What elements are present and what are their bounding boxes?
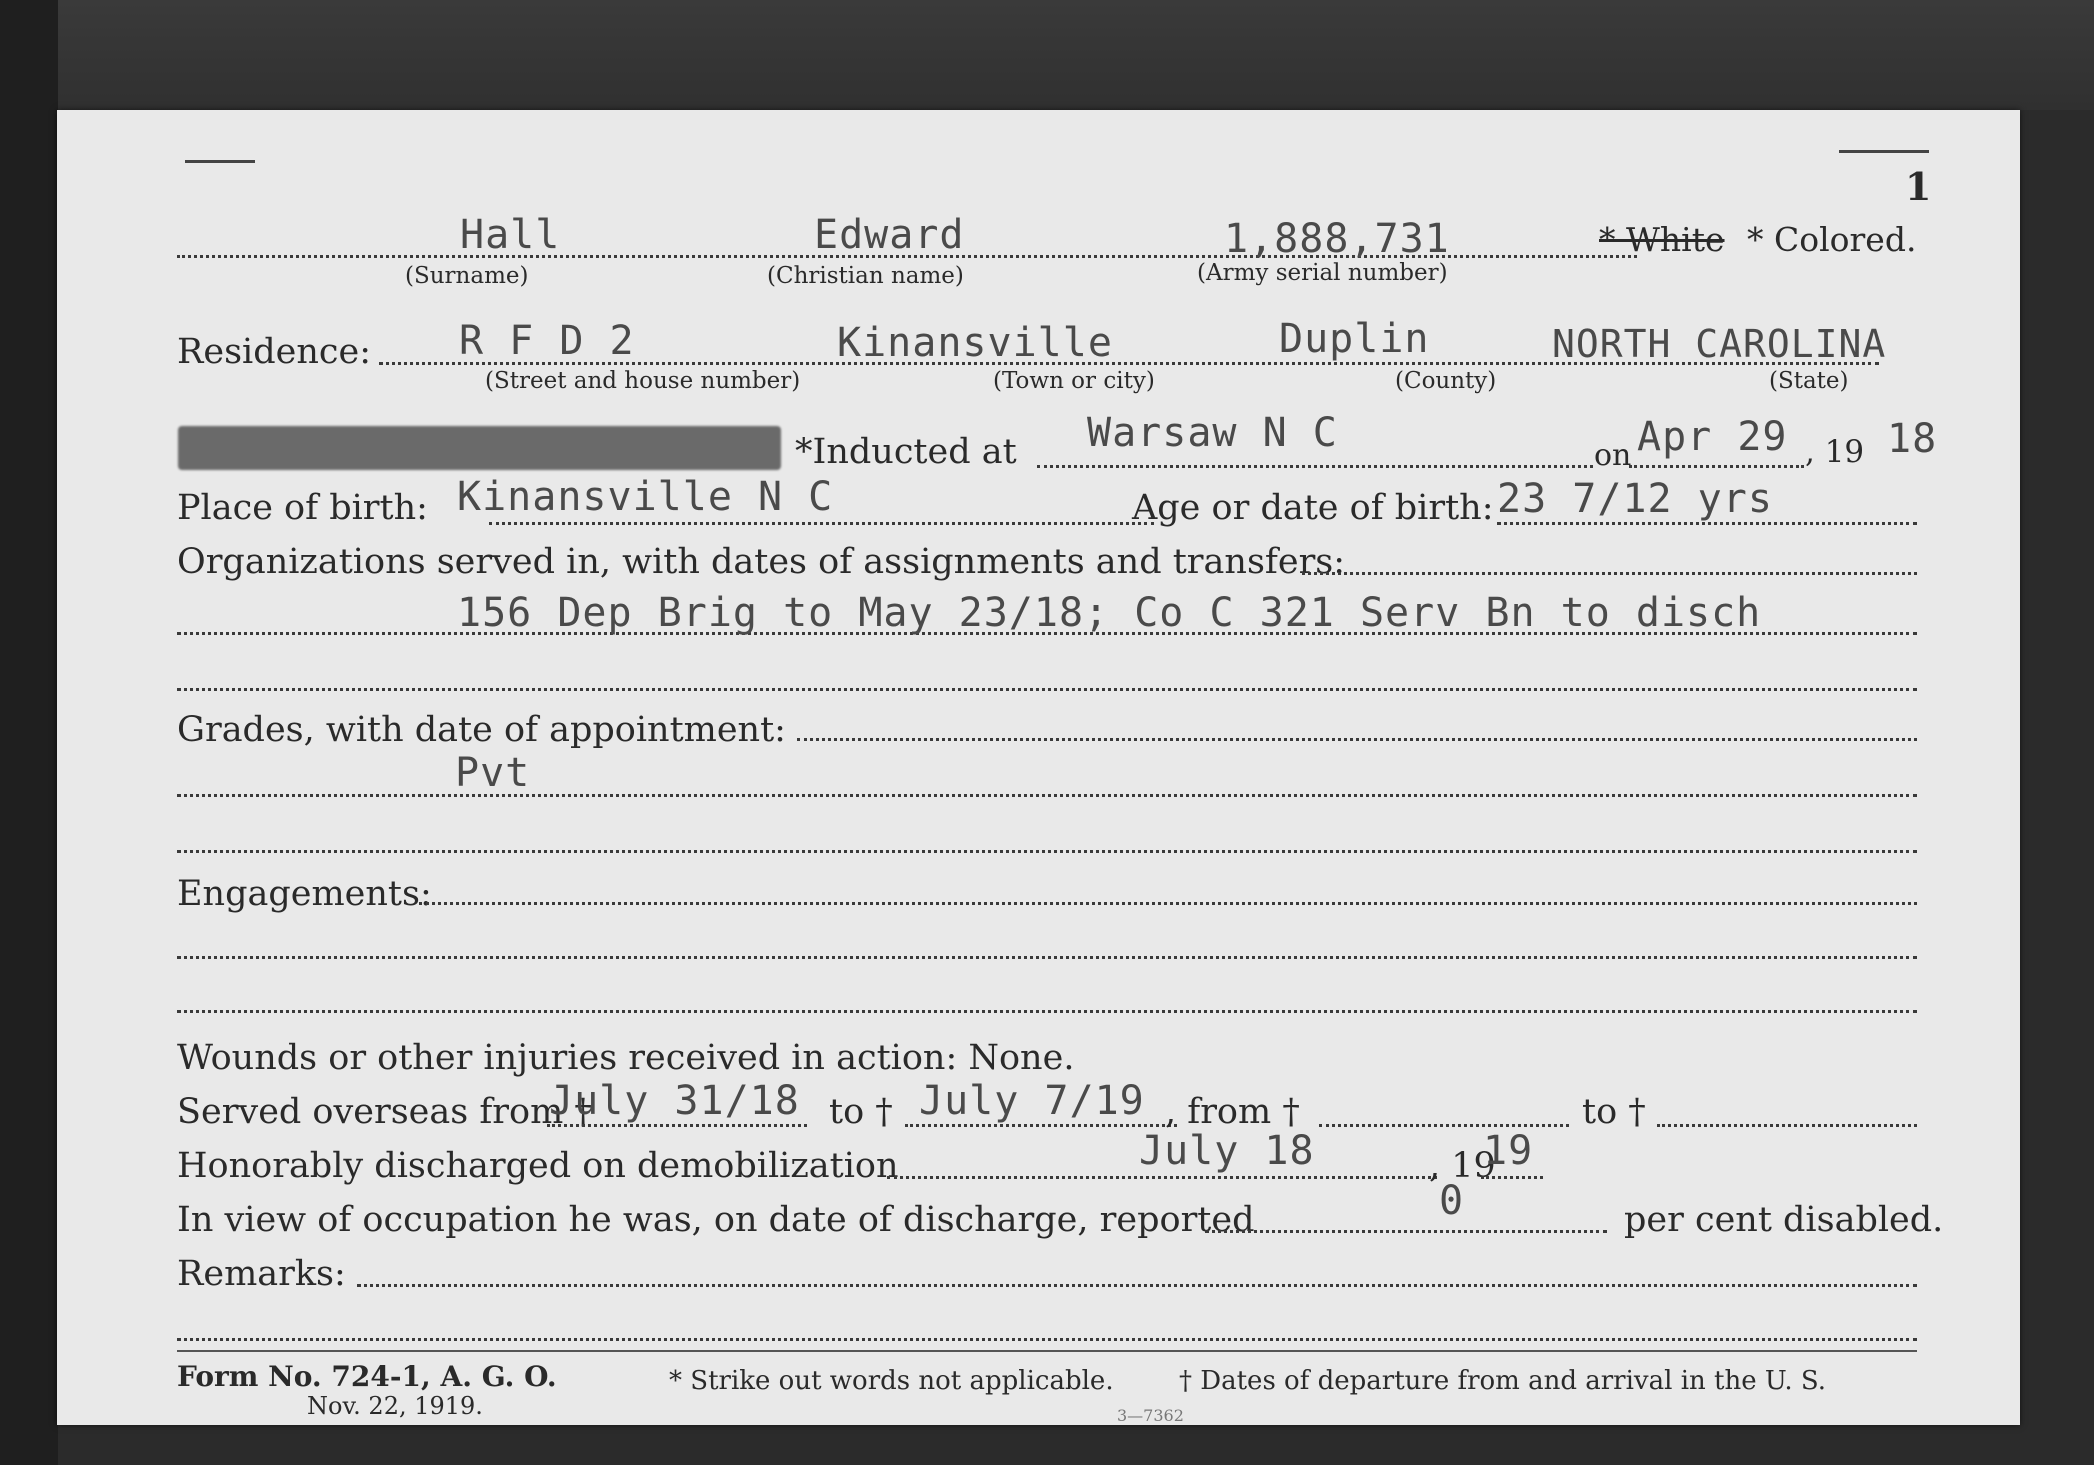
wounds-label: Wounds or other injuries received in action: None. <box>177 1038 1075 1078</box>
remarks-line-2 <box>177 1338 1917 1341</box>
page-number: 1 <box>1905 164 1932 209</box>
discharged-line <box>887 1176 1437 1179</box>
birth-label: Place of birth: <box>177 488 428 528</box>
overseas-to-line <box>905 1124 1177 1127</box>
label-street: (Street and house number) <box>485 368 801 394</box>
overseas-to-value: July 7/19 <box>919 1078 1145 1124</box>
top-left-rule <box>185 160 255 163</box>
footnote-dates: † Dates of departure from and arrival in the U. S. <box>1179 1366 1827 1396</box>
from2-label: , from † <box>1165 1092 1300 1132</box>
overseas-from-line <box>547 1124 807 1127</box>
grades-value: Pvt <box>455 750 531 796</box>
footnote-strike: * Strike out words not applicable. <box>669 1366 1114 1396</box>
disabled-label: per cent disabled. <box>1624 1200 1944 1240</box>
background-left <box>0 0 58 1465</box>
state-value: NORTH CAROLINA <box>1552 322 1887 366</box>
inducted-year-value: 18 <box>1887 416 1938 462</box>
discharged-year-value: 19 <box>1483 1128 1534 1174</box>
inducted-label: *Inducted at <box>795 432 1017 472</box>
disabled-line <box>1205 1230 1607 1233</box>
engagements-label: Engagements: <box>177 874 432 914</box>
discharged-label: Honorably discharged on demobilization <box>177 1146 899 1186</box>
engagements-line-1 <box>419 902 1917 905</box>
orgs-line-3 <box>177 688 1917 691</box>
birth-line <box>489 522 1154 525</box>
grades-line-1 <box>797 738 1917 741</box>
engagements-line-2 <box>177 956 1917 959</box>
inducted-year-prefix: , 19 <box>1805 434 1865 470</box>
stamp-number: 3—7362 <box>1117 1406 1184 1425</box>
birth-place-value: Kinansville N C <box>457 474 834 520</box>
serial-number-value: 1,888,731 <box>1224 216 1450 262</box>
grades-line-2 <box>177 794 1917 797</box>
age-line <box>1497 522 1917 525</box>
discharged-year-line <box>1481 1176 1543 1179</box>
label-town: (Town or city) <box>993 368 1155 394</box>
age-label: Age or date of birth: <box>1132 488 1494 528</box>
orgs-line-1 <box>1302 572 1917 575</box>
to2-line <box>1657 1124 1917 1127</box>
orgs-label: Organizations served in, with dates of assignments and transfers: <box>177 542 1346 582</box>
engagements-line-3 <box>177 1010 1917 1013</box>
inducted-date-value: Apr 29 <box>1637 414 1788 460</box>
inducted-date-line <box>1629 465 1804 468</box>
inducted-line <box>1037 465 1593 468</box>
occupation-label: In view of occupation he was, on date of discharge, reported <box>177 1200 1255 1240</box>
town-value: Kinansville <box>837 320 1113 366</box>
to2-label: to † <box>1582 1092 1646 1132</box>
race-colored: * Colored. <box>1747 220 1917 259</box>
background-top <box>0 0 2094 110</box>
street-value: R F D 2 <box>459 318 635 364</box>
grades-line-3 <box>177 850 1917 853</box>
on-label: on <box>1594 438 1632 473</box>
form-date: Nov. 22, 1919. <box>307 1392 483 1420</box>
inducted-at-value: Warsaw N C <box>1087 410 1338 456</box>
form-number: Form No. 724-1, A. G. O. <box>177 1360 557 1393</box>
label-surname: (Surname) <box>405 263 529 289</box>
remarks-label: Remarks: <box>177 1254 346 1294</box>
discharged-year-prefix: , 19 <box>1429 1146 1496 1186</box>
overseas-from-value: July 31/18 <box>549 1078 800 1124</box>
label-state: (State) <box>1769 368 1849 394</box>
redaction-bar <box>178 426 781 470</box>
remarks-line-1 <box>357 1284 1917 1287</box>
top-right-rule <box>1839 150 1929 153</box>
race-white: * White <box>1599 220 1725 259</box>
from2-line <box>1319 1124 1569 1127</box>
discharged-date-value: July 18 <box>1139 1128 1315 1174</box>
grades-label: Grades, with date of appointment: <box>177 710 786 750</box>
footer-rule <box>177 1350 1917 1352</box>
overseas-label: Served overseas from † <box>177 1092 592 1132</box>
surname-value: Hall <box>460 212 561 258</box>
christian-name-value: Edward <box>814 212 965 258</box>
label-serial: (Army serial number) <box>1197 260 1448 286</box>
overseas-to-label: to † <box>829 1092 893 1132</box>
label-christian: (Christian name) <box>767 263 964 289</box>
county-value: Duplin <box>1279 316 1430 362</box>
service-record-card <box>57 110 2020 1425</box>
orgs-value: 156 Dep Brig to May 23/18; Co C 321 Serv Bn to disch <box>457 590 1762 636</box>
label-county: (County) <box>1395 368 1497 394</box>
age-value: 23 7/12 yrs <box>1497 476 1773 522</box>
disabled-value: 0 <box>1439 1178 1465 1224</box>
residence-label: Residence: <box>177 332 371 372</box>
